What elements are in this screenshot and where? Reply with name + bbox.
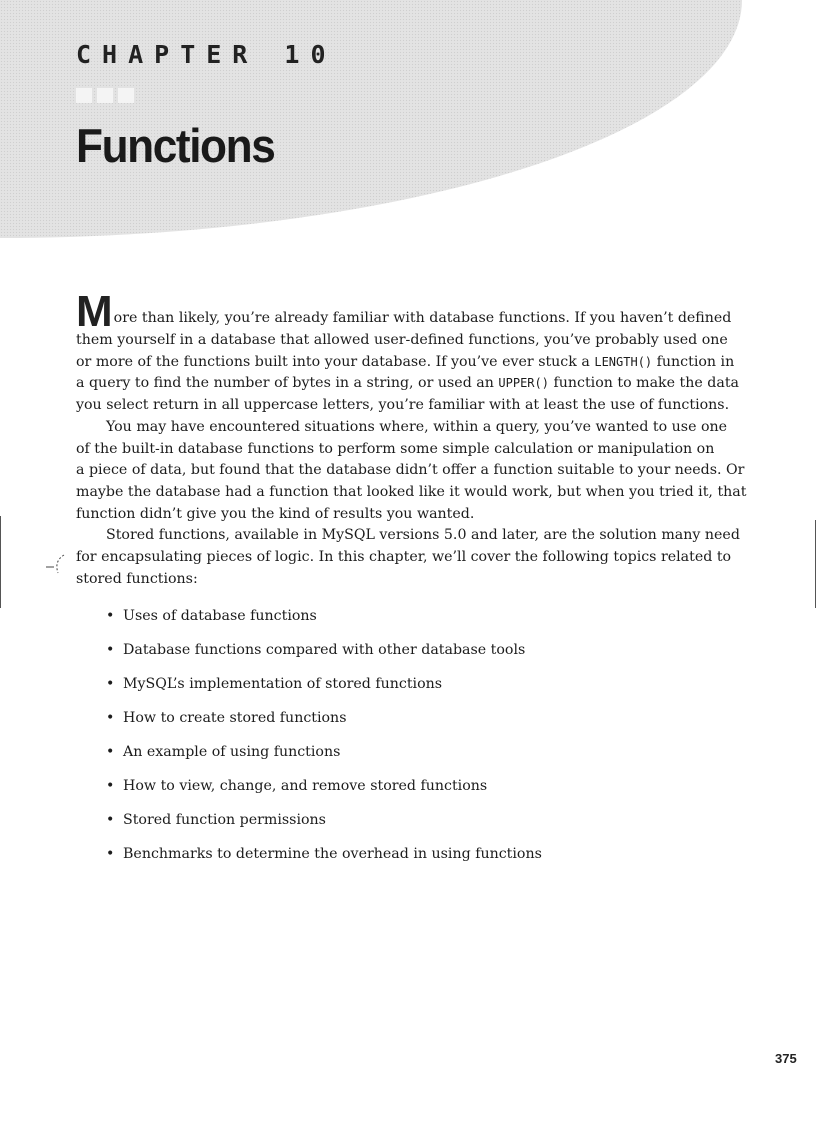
intro-paragraph — [76, 287, 740, 417]
intro-line-text: or more of the functions built into your database. If you’ve ever stuck a — [76, 353, 595, 370]
list-item — [106, 810, 736, 832]
list-item — [106, 844, 736, 866]
intro-line — [76, 352, 736, 374]
chapter-label: CHAPTER 10 — [76, 40, 337, 69]
bullet-icon: • — [106, 846, 115, 863]
bullet-icon: • — [106, 608, 115, 625]
page-number: 375 — [775, 1051, 797, 1066]
list-item-text: MySQL’s implementation of stored functions — [123, 676, 443, 693]
intro-line-text: ore than likely, you’re already familiar with database functions. If you haven’t defined — [113, 310, 732, 327]
paragraph-line: stored functions: — [76, 570, 198, 587]
decorative-square — [76, 88, 92, 103]
code-length: LENGTH() — [594, 354, 653, 369]
list-item — [106, 742, 736, 764]
list-item-text: How to view, change, and remove stored functions — [123, 778, 488, 795]
chapter-header-band — [0, 0, 742, 238]
intro-line-text: a query to find the number of bytes in a string, or used an — [76, 375, 499, 392]
topics-list — [76, 606, 736, 866]
list-item-text: Benchmarks to determine the overhead in using functions — [123, 846, 542, 863]
paragraph-line: of the built-in database functions to perform some simple calculation or manipulation on — [76, 440, 715, 457]
decorative-square — [97, 88, 113, 103]
list-item — [106, 640, 736, 662]
intro-line-text: function in — [652, 353, 735, 370]
paragraph-line: a piece of data, but found that the database didn’t offer a function suitable to your needs. Or — [76, 462, 745, 479]
paragraph-2 — [76, 417, 747, 526]
intro-line-text: function to make the data — [548, 375, 740, 392]
list-item-text: An example of using functions — [123, 744, 341, 761]
paragraph-line: You may have encountered situations where, within a query, you’ve wanted to use one — [106, 418, 728, 435]
list-item-text: Database functions compared with other database tools — [123, 642, 526, 659]
intro-line — [76, 287, 736, 336]
list-item — [106, 674, 736, 696]
paragraph-line: Stored functions, available in MySQL versions 5.0 and later, are the solution many need — [106, 527, 740, 544]
chapter-title: Functions — [76, 119, 275, 172]
list-item-text: How to create stored functions — [123, 710, 347, 727]
code-upper: UPPER() — [498, 376, 549, 391]
intro-line: them yourself in a database that allowed user-defined functions, you’ve probably used one — [76, 332, 728, 348]
bullet-icon: • — [106, 744, 115, 761]
paragraph-line: function didn’t give you the kind of results you wanted. — [76, 505, 475, 522]
list-item — [106, 606, 736, 628]
bullet-icon: • — [106, 676, 115, 693]
left-margin-rule — [0, 516, 1, 608]
bullet-icon: • — [106, 710, 115, 727]
scan-bracket-mark — [46, 551, 80, 577]
list-item — [106, 776, 736, 798]
list-item — [106, 708, 736, 730]
intro-line: you select return in all uppercase letters, you’re familiar with at least the use of functions. — [76, 397, 730, 414]
bullet-icon: • — [106, 812, 115, 829]
intro-line — [76, 373, 740, 395]
chapter-body — [76, 287, 747, 878]
paragraph-line: maybe the database had a function that looked like it would work, but when you tried it, that — [76, 483, 747, 500]
drop-cap: M — [76, 287, 113, 336]
decorative-square — [118, 88, 134, 103]
list-item-text: Stored function permissions — [123, 812, 326, 829]
bullet-icon: • — [106, 778, 115, 795]
bullet-icon: • — [106, 642, 115, 659]
paragraph-line: for encapsulating pieces of logic. In this chapter, we’ll cover the following topics related to — [76, 549, 732, 566]
paragraph-3 — [76, 525, 740, 590]
list-item-text: Uses of database functions — [123, 608, 317, 625]
decorative-squares — [76, 88, 134, 103]
